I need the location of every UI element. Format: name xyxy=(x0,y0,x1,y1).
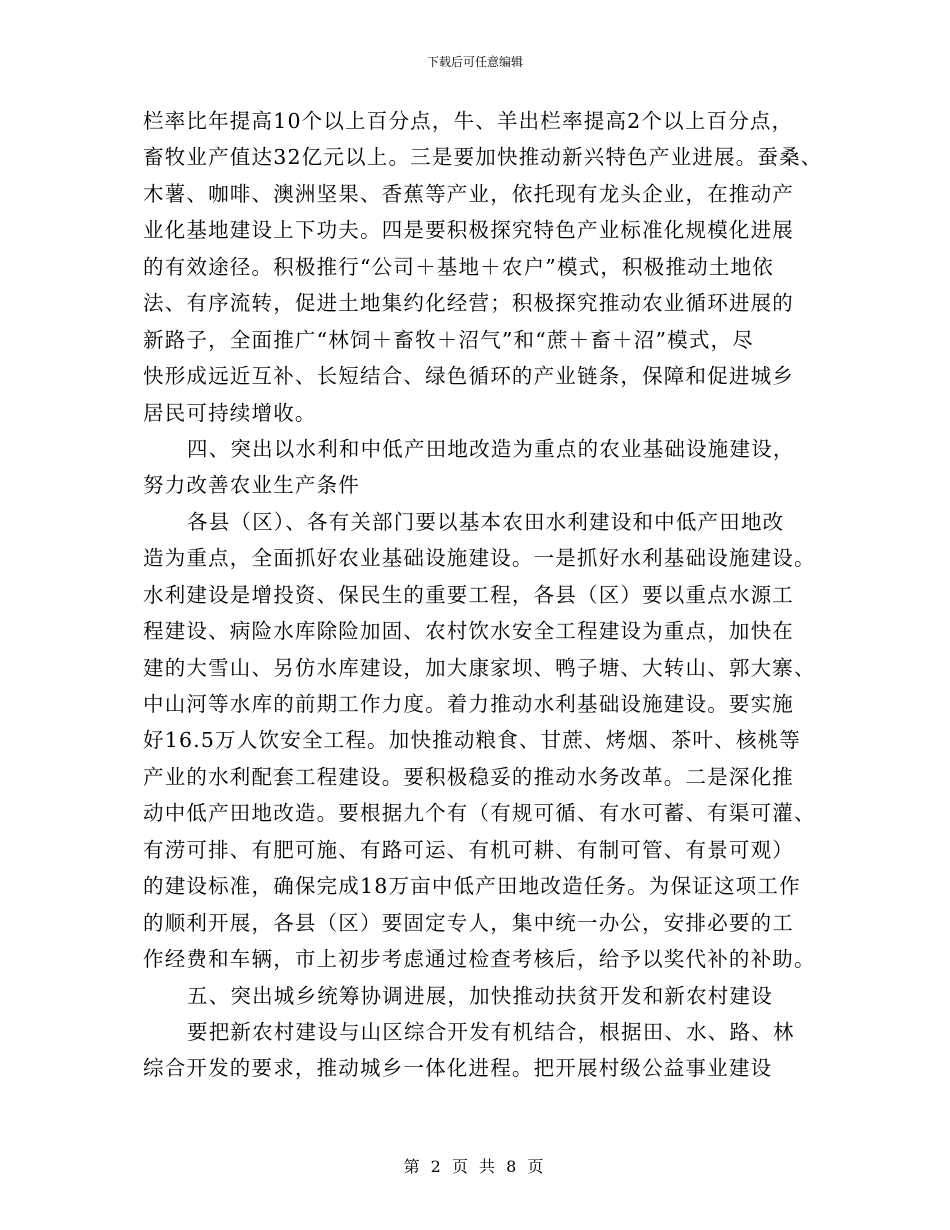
section-heading-line: 四、突出以水利和中低产田地改造为重点的农业基础设施建设， xyxy=(187,436,795,461)
body-line: 好16.5万人饮安全工程。加快推动粮食、甘蔗、烤烟、茶叶、核桃等 xyxy=(143,728,802,753)
section-heading-line: 五、突出城乡统筹协调进展，加快推动扶贫开发和新农村建设 xyxy=(187,983,773,1008)
page-number-footer: 第 2 页 共 8 页 xyxy=(403,1157,547,1176)
body-line: 的有效途径。积极推行“公司＋基地＋农户”模式，积极推动土地依 xyxy=(143,254,774,279)
body-line: 畜牧业产值达32亿元以上。三是要加快推动新兴特色产业进展。蚕桑、 xyxy=(143,145,823,170)
body-line: 木薯、咖啡、澳洲坚果、香蕉等产业，依托现有龙头企业，在推动产 xyxy=(143,181,794,206)
body-line: 法、有序流转，促进土地集约化经营；积极探究推动农业循环进展的 xyxy=(143,291,794,316)
body-line: 业化基地建设上下功夫。四是要积极探究特色产业标准化规模化进展 xyxy=(143,218,794,243)
page-header: 下载后可任意编辑 xyxy=(426,55,523,69)
body-line: 作经费和车辆，市上初步考虑通过检查考核后，给予以奖代补的补助。 xyxy=(143,947,816,972)
body-line: 的建设标准，确保完成18万亩中低产田地改造任务。为保证这项工作 xyxy=(143,874,801,899)
body-line: 栏率比年提高10个以上百分点，牛、羊出栏率提高2个以上百分点， xyxy=(143,109,794,133)
body-line: 的顺利开展，各县（区）要固定专人，集中统一办公，安排必要的工 xyxy=(143,910,794,935)
paragraph-first-line: 要把新农村建设与山区综合开发有机结合，根据田、水、路、林 xyxy=(187,1019,795,1044)
body-line: 造为重点，全面抓好农业基础设施建设。一是抓好水利基础设施建设。 xyxy=(143,546,816,571)
paragraph-first-line: 各县（区）、各有关部门要以基本农田水利建设和中低产田地改 xyxy=(187,509,785,534)
body-line: 动中低产田地改造。要根据九个有（有规可循、有水可蓄、有渠可灌、 xyxy=(143,801,816,826)
body-line: 综合开发的要求，推动城乡一体化进程。把开展村级公益事业建设 xyxy=(143,1056,773,1081)
body-line: 程建设、病险水库除险加固、农村饮水安全工程建设为重点，加快在 xyxy=(143,619,794,644)
document-body xyxy=(143,103,833,1087)
body-line: 新路子，全面推广“林饲＋畜牧＋沼气”和“蔗＋畜＋沼”模式，尽 xyxy=(143,327,754,352)
body-line: 快形成远近互补、长短结合、绿色循环的产业链条，保障和促进城乡 xyxy=(143,364,794,389)
body-line: 中山河等水库的前期工作力度。着力推动水利基础设施建设。要实施 xyxy=(143,692,794,716)
body-line: 居民可持续增收。 xyxy=(143,400,317,425)
body-line: 建的大雪山、另仿水库建设，加大康家坝、鸭子塘、大转山、郭大寨、 xyxy=(143,655,816,680)
section-heading-line: 努力改善农业生产条件 xyxy=(143,473,360,498)
body-line: 产业的水利配套工程建设。要积极稳妥的推动水务改革。二是深化推 xyxy=(143,764,794,789)
body-line: 有涝可排、有肥可施、有路可运、有机可耕、有制可管、有景可观） xyxy=(143,837,794,862)
body-line: 水利建设是增投资、保民生的重要工程，各县（区）要以重点水源工 xyxy=(143,582,794,607)
